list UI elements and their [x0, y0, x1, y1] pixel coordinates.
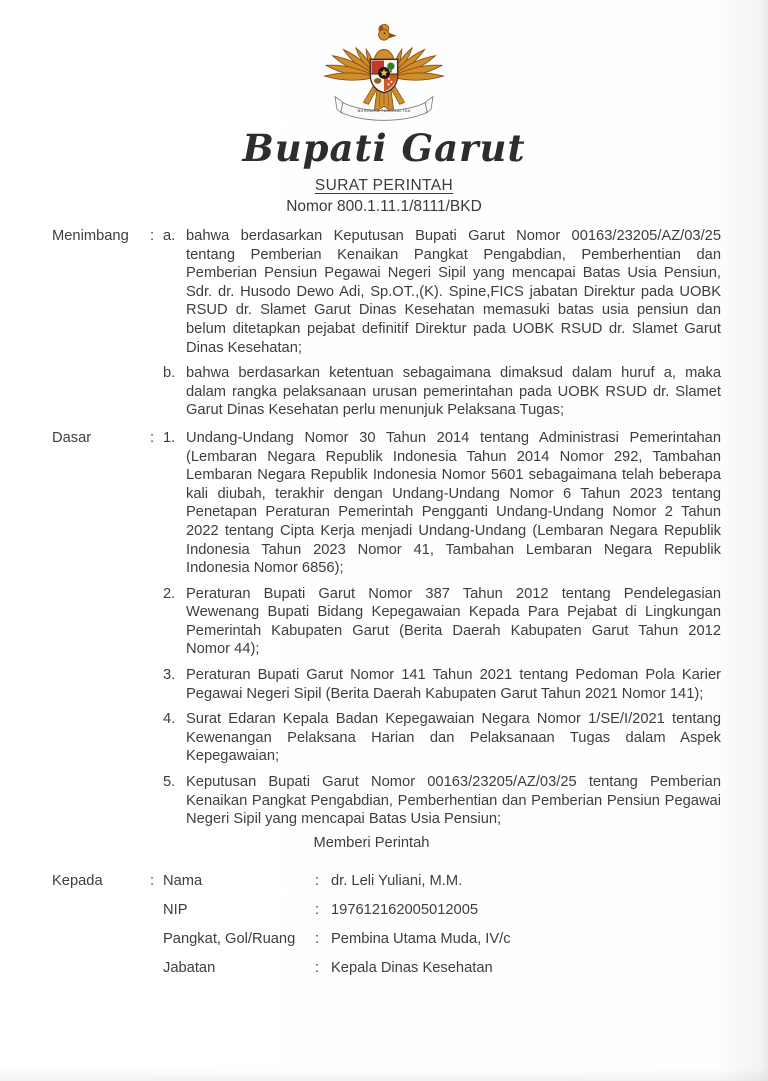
dasar-item-2: [163, 585, 721, 659]
section-label-kepada: Kepada: [52, 873, 103, 890]
field-key: Pangkat, Gol/Ruang: [163, 931, 296, 948]
item-marker: 4.: [163, 711, 176, 728]
garuda-pancasila-emblem: [0, 24, 768, 126]
field-value: Pembina Utama Muda, IV/c: [331, 931, 511, 948]
document-title: SURAT PERINTAH: [314, 177, 454, 194]
field-key: Nama: [163, 873, 203, 890]
section-kepada: [0, 867, 768, 983]
field-key: NIP: [163, 902, 188, 919]
garuda-icon: [319, 24, 449, 126]
field-colon: :: [315, 960, 320, 977]
item-marker: a.: [163, 228, 176, 244]
letterhead: [0, 24, 768, 216]
emblem-banner-text: BHINNEKA TUNGGAL IKA: [357, 107, 411, 113]
field-colon: :: [315, 873, 320, 890]
item-text: bahwa berdasarkan ketentuan sebagaimana dimaksud dalam huruf a, maka dalam rangka pelaksanaan urusan pemerintahan pada UOBK RSUD dr. Slamet Garut Dinas Kesehatan perlu menunjuk Pelaksana Tugas;: [186, 365, 721, 419]
section-menimbang: [0, 227, 768, 420]
menimbang-item-a: [163, 227, 721, 357]
field-row-pangkat: [163, 925, 721, 954]
field-value: 197612162005012005: [331, 902, 479, 919]
letterhead-title: Bupati Garut: [242, 126, 526, 170]
field-colon: :: [315, 902, 320, 919]
dasar-item-5: [163, 773, 721, 829]
menimbang-item-b: [163, 364, 721, 420]
field-row-nip: [163, 896, 721, 925]
field-key: Jabatan: [163, 960, 216, 977]
item-text: Peraturan Bupati Garut Nomor 141 Tahun 2021 tentang Pedoman Pola Karier Pegawai Negeri Sipil (Berita Daerah Kabupaten Garut Tahun 2021 Nomor 141);: [186, 667, 721, 702]
field-value: Kepala Dinas Kesehatan: [331, 960, 493, 977]
item-marker: 5.: [163, 774, 176, 791]
item-marker: b.: [163, 365, 176, 382]
section-colon: :: [150, 228, 155, 244]
item-text: bahwa berdasarkan Keputusan Bupati Garut Nomor 00163/23205/AZ/03/25 tentang Pemberian Kenaikan Pangkat Pengabdian, Pemberhentian dan Pemberian Pensiun Pegawai Negeri Sipil yang mencapai Batas Usia Pensiun, Sdr. dr. Husodo Dewo Adi, Sp.OT.,(K). Spine,FICS jabatan Direktur pada UOBK RSUD dr. Slamet Garut Dinas Kesehatan memasuki batas usia pensiun dan belum ditetapkan pejabat definitif Direktur pada UOBK RSUD dr. Slamet Garut Dinas Kesehatan;: [186, 228, 721, 356]
item-text: Keputusan Bupati Garut Nomor 00163/23205/AZ/03/25 tentang Pemberian Kenaikan Pangkat Pengabdian, Pemberhentian dan Pemberian Pensiun Pegawai Negeri Sipil yang mencapai Batas Usia Pensiun;: [186, 774, 721, 828]
item-text: Peraturan Bupati Garut Nomor 387 Tahun 2012 tentang Pendelegasian Wewenang Bupati Bidang Kepegawaian Kepada Para Pejabat di Lingkungan Pemerintah Kabupaten Garut (Berita Daerah Kabupaten Garut Tahun 2012 Nomor 44);: [186, 585, 721, 658]
field-value: dr. Leli Yuliani, M.M.: [331, 873, 463, 890]
section-label-menimbang: Menimbang: [52, 228, 129, 244]
field-row-nama: [163, 867, 721, 896]
item-marker: 1.: [163, 429, 176, 446]
field-colon: :: [315, 931, 320, 948]
field-row-jabatan: [163, 954, 721, 983]
dasar-item-3: [163, 666, 721, 703]
section-colon: :: [150, 429, 155, 446]
item-marker: 3.: [163, 667, 176, 684]
section-label-dasar: Dasar: [52, 429, 92, 446]
section-dasar: [0, 429, 768, 829]
dasar-item-4: [163, 710, 721, 766]
document-number: Nomor 800.1.11.1/8111/BKD: [286, 198, 482, 215]
item-marker: 2.: [163, 585, 176, 602]
dasar-item-1: [163, 429, 721, 578]
item-text: Undang-Undang Nomor 30 Tahun 2014 tentang Administrasi Pemerintahan (Lembaran Negara Republik Indonesia Tahun 2014 Nomor 292, Tambahan Lembaran Negara Republik Indonesia Nomor 5601 sebagaimana telah beberapa kali diubah, terakhir dengan Undang-Undang Nomor 6 Tahun 2023 tentang Penetapan Peraturan Pemerintah Pengganti Undang-Undang Nomor 2 Tahun 2022 tentang Cipta Kerja menjadi Undang-Undang (Lembaran Negara Republik Indonesia Tahun 2023 Nomor 41, Tambahan Lembaran Negara Republik Indonesia Nomor 6856);: [186, 429, 721, 577]
memberi-perintah-heading: Memberi Perintah: [313, 834, 430, 851]
section-colon: :: [150, 873, 155, 890]
item-text: Surat Edaran Kepala Badan Kepegawaian Negara Nomor 1/SE/I/2021 tentang Kewenangan Pelaksana Harian dan Pelaksanaan Tugas dalam Aspek Kepegawaian;: [186, 711, 721, 765]
